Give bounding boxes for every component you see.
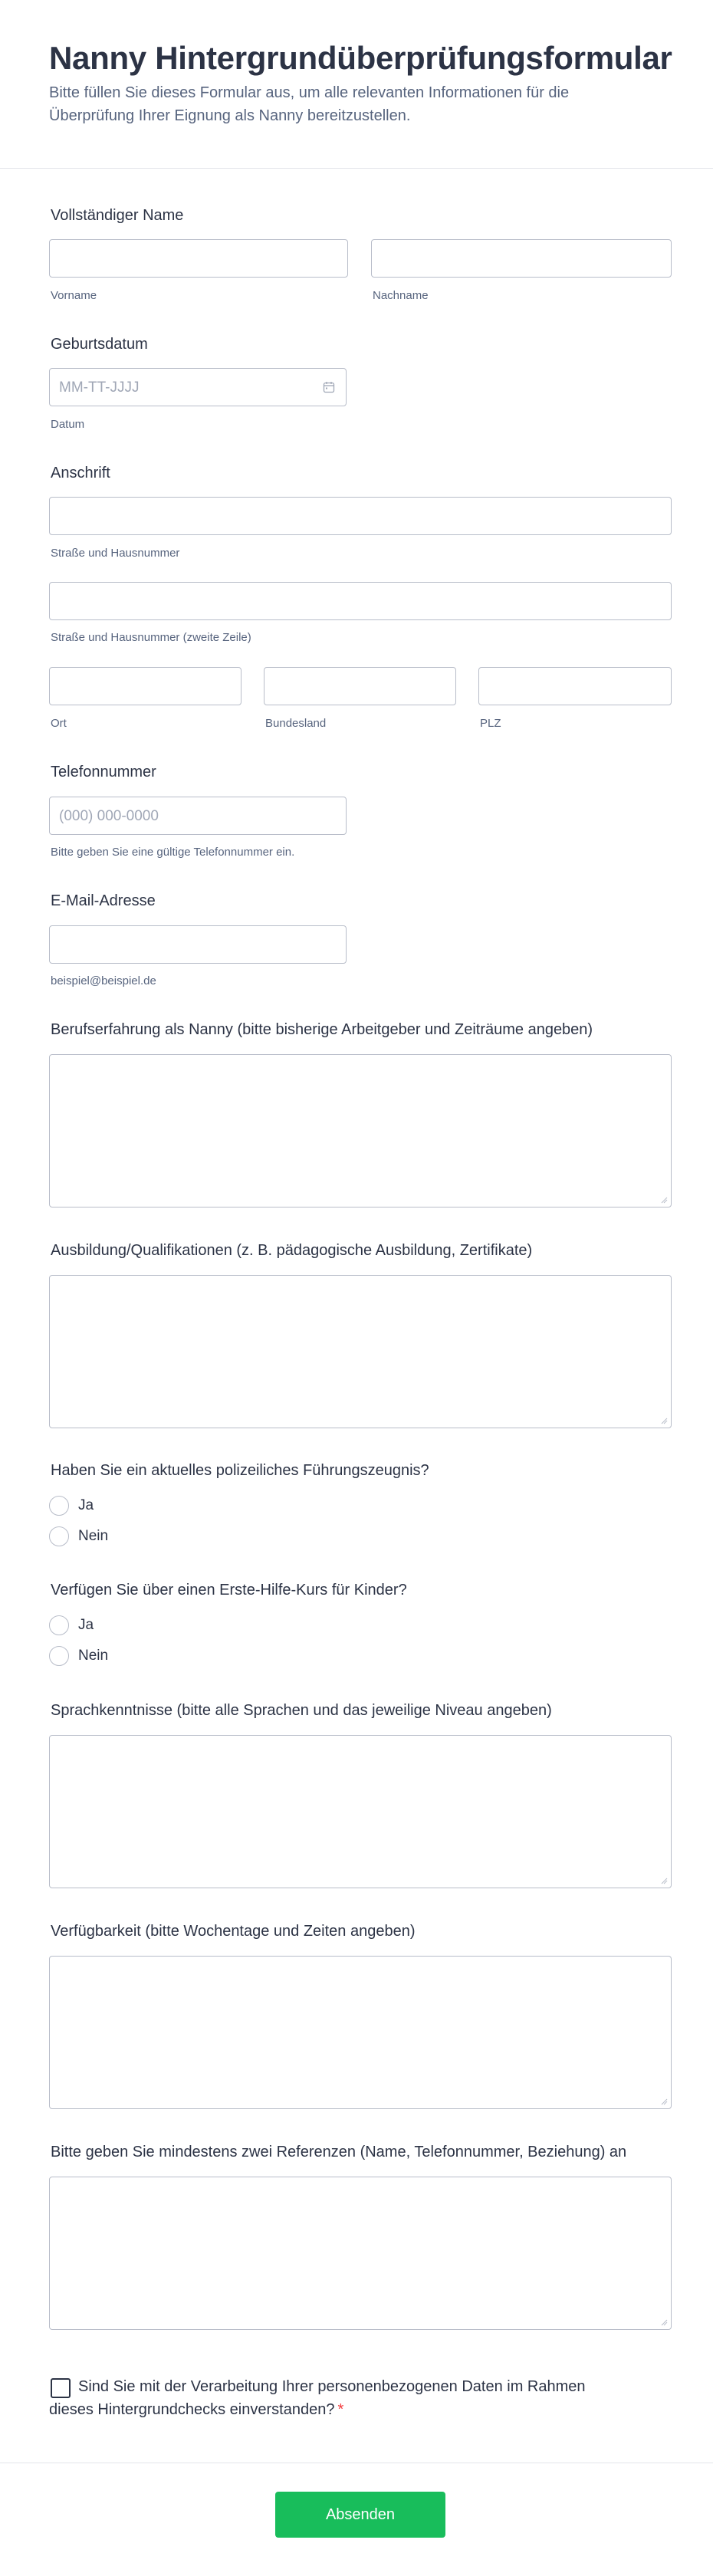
radio-label: Nein (78, 1528, 109, 1544)
first-aid-option-no[interactable] (49, 1645, 108, 1667)
radio-label: Nein (78, 1648, 109, 1664)
phone-sublabel: Bitte geben Sie eine gültige Telefonnummer ein. (51, 846, 295, 859)
availability-textarea[interactable] (49, 1956, 672, 2109)
street-line2-sublabel: Straße und Hausnummer (zweite Zeile) (51, 631, 251, 644)
zip-input[interactable] (478, 667, 672, 705)
state-sublabel: Bundesland (265, 717, 327, 730)
city-input[interactable] (49, 667, 242, 705)
full-name-label: Vollständiger Name (51, 207, 184, 224)
form-title: Nanny Hintergrundüberprüfungsformular (49, 40, 672, 76)
first-name-input[interactable] (49, 239, 348, 278)
email-sublabel: beispiel@beispiel.de (51, 974, 156, 987)
experience-label: Berufserfahrung als Nanny (bitte bisherige Arbeitgeber und Zeiträume angeben) (51, 1021, 593, 1038)
email-input[interactable] (49, 925, 347, 964)
street-line1-input[interactable] (49, 497, 672, 535)
police-record-label: Haben Sie ein aktuelles polizeiliches Führungszeugnis? (51, 1462, 429, 1479)
experience-textarea[interactable] (49, 1054, 672, 1208)
radio-label: Ja (78, 1617, 94, 1633)
radio-button[interactable] (49, 1526, 69, 1546)
resize-grip-icon[interactable] (660, 2098, 668, 2105)
birthdate-label: Geburtsdatum (51, 336, 148, 353)
references-label: Bitte geben Sie mindestens zwei Referenzen (Name, Telefonnummer, Beziehung) an (51, 2144, 627, 2160)
email-label: E-Mail-Adresse (51, 892, 156, 909)
form-header (0, 0, 713, 169)
phone-label: Telefonnummer (51, 764, 156, 780)
references-textarea[interactable] (49, 2177, 672, 2330)
city-sublabel: Ort (51, 717, 67, 730)
languages-textarea[interactable] (49, 1735, 672, 1888)
radio-button[interactable] (49, 1615, 69, 1635)
education-label: Ausbildung/Qualifikationen (z. B. pädagogische Ausbildung, Zertifikate) (51, 1242, 533, 1259)
submit-button[interactable]: Absenden (275, 2492, 445, 2538)
radio-button[interactable] (49, 1496, 69, 1516)
resize-grip-icon[interactable] (660, 1877, 668, 1884)
radio-label: Ja (78, 1497, 94, 1513)
availability-label: Verfügbarkeit (bitte Wochentage und Zeiten angeben) (51, 1923, 416, 1940)
zip-sublabel: PLZ (480, 717, 501, 730)
police-record-option-no[interactable] (49, 1526, 108, 1547)
last-name-input[interactable] (371, 239, 672, 278)
police-record-option-yes[interactable] (49, 1495, 94, 1516)
consent-label (49, 2375, 601, 2421)
resize-grip-icon[interactable] (660, 1417, 668, 1424)
required-asterisk: * (337, 2401, 344, 2418)
languages-label: Sprachkenntnisse (bitte alle Sprachen und das jeweilige Niveau angeben) (51, 1702, 552, 1719)
calendar-icon[interactable] (323, 381, 335, 393)
radio-button[interactable] (49, 1646, 69, 1666)
resize-grip-icon[interactable] (660, 2318, 668, 2326)
last-name-sublabel: Nachname (373, 289, 429, 302)
first-aid-option-yes[interactable] (49, 1615, 94, 1636)
first-aid-label: Verfügen Sie über einen Erste-Hilfe-Kurs für Kinder? (51, 1582, 407, 1598)
phone-placeholder: (000) 000-0000 (59, 808, 159, 824)
state-input[interactable] (264, 667, 456, 705)
resize-grip-icon[interactable] (660, 1196, 668, 1204)
form-subtitle: Bitte füllen Sie dieses Formular aus, um alle relevanten Informationen für die Überprüfung Ihrer Eignung als Nanny bereitzustellen. (49, 84, 570, 124)
street-line2-input[interactable] (49, 582, 672, 620)
birthdate-placeholder: MM-TT-JJJJ (59, 380, 140, 396)
birthdate-input[interactable] (49, 368, 347, 406)
address-label: Anschrift (51, 465, 110, 481)
phone-input[interactable] (49, 797, 347, 835)
street-line1-sublabel: Straße und Hausnummer (51, 547, 180, 560)
education-textarea[interactable] (49, 1275, 672, 1428)
consent-text: Sind Sie mit der Verarbeitung Ihrer personenbezogenen Daten im Rahmen dieses Hintergrundchecks einverstanden? (49, 2378, 586, 2418)
birthdate-sublabel: Datum (51, 418, 85, 431)
first-name-sublabel: Vorname (51, 289, 97, 302)
